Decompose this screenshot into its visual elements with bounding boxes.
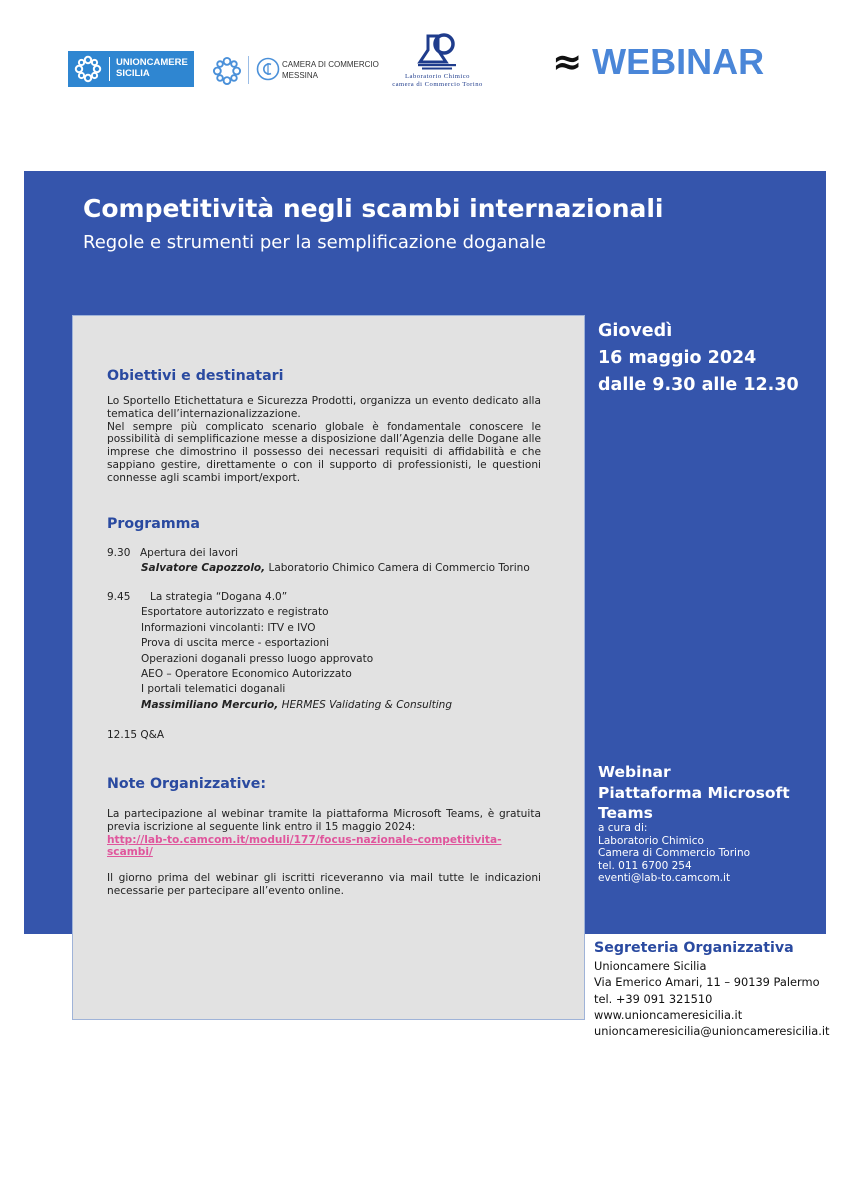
webinar-info-block [598, 762, 790, 885]
laboratory-emblem-icon [414, 32, 460, 70]
logo-divider [248, 56, 249, 84]
secretariat-block [594, 938, 829, 1039]
notes-paragraph-1: La partecipazione al webinar tramite la piattaforma Microsoft Teams, è gratuita previa iscrizione al seguente link entro il 15 maggio 2024: [107, 808, 541, 833]
event-day: Giovedì [598, 321, 673, 341]
objectives-text [107, 395, 541, 485]
programme-topic: Informazioni vincolanti: ITV e IVO [141, 621, 316, 634]
notes-text [107, 808, 541, 898]
messina-logo-text [282, 59, 379, 81]
logo-text-line: UNIONCAMERE [116, 57, 188, 68]
webinar-title: Webinar [598, 763, 671, 781]
unioncamere-sicilia-logo [68, 51, 194, 87]
logo-text-line: SICILIA [116, 68, 150, 79]
chamber-seal-icon [256, 57, 280, 81]
registration-link[interactable]: scambi/ [107, 846, 153, 859]
programme-topic: Esportatore autorizzato e registrato [141, 606, 329, 619]
objectives-paragraph-1: Lo Sportello Etichettatura e Sicurezza Prodotti, organizza un evento dedicato alla tematica dell’internazionalizzazione. [107, 395, 541, 420]
camera-commercio-messina-logo [212, 54, 382, 88]
programme-topic: I portali telematici doganali [141, 683, 286, 696]
programme-topic: Operazioni doganali presso luogo approvato [141, 652, 374, 665]
webinar-badge [552, 40, 764, 84]
programme-heading: Programma [107, 516, 201, 532]
logo-text-line: Laboratorio Chimico [405, 73, 470, 80]
event-date-block [598, 318, 799, 399]
notes-paragraph-2: Il giorno prima del webinar gli iscritti riceveranno via mail tutte le indicazioni necessarie per partecipare all’evento online. [107, 871, 541, 897]
webinar-label: WEBINAR [592, 41, 765, 82]
programme-item-2 [107, 590, 452, 713]
notes-heading: Note Organizzative: [107, 776, 266, 792]
programme-topic: AEO – Operatore Economico Autorizzato [141, 668, 352, 681]
secretariat-email[interactable]: unioncameresicilia@unioncameresicilia.it [594, 1024, 830, 1039]
objectives-heading: Obiettivi e destinatari [107, 368, 284, 384]
speaker-affiliation: HERMES Validating & Consulting [278, 698, 452, 711]
secretariat-line: tel. +39 091 321510 [594, 991, 713, 1006]
organizer-name: Laboratorio Chimico [598, 834, 704, 847]
lab-logo-text [370, 73, 505, 89]
objectives-paragraph-2: Nel sempre più complicato scenario globale è fondamentale conoscere le possibilità di semplificazione messe a disposizione dall’Agenzia delle Dogane alle imprese che dimostrino il possesso dei necessari requisiti di affidabilità e che sappiano gestire, direttamente o con il supporto di professionisti, le questioni connesse agli scambi import/export. [107, 420, 541, 484]
platform-name: Teams [598, 804, 653, 822]
organizer-email[interactable]: eventi@lab-to.camcom.it [598, 872, 731, 885]
programme-item-3: 12.15 Q&A [107, 729, 165, 741]
speaker-name: Salvatore Capozzolo, [141, 562, 266, 575]
organizer-label: a cura di: [598, 822, 648, 834]
secretariat-line: Via Emerico Amari, 11 – 90139 Palermo [594, 975, 820, 990]
programme-time: 9.45 [107, 591, 131, 603]
organizer-name: Camera di Commercio Torino [598, 847, 751, 860]
page-subtitle: Regole e strumenti per la semplificazione doganale [83, 232, 546, 253]
programme-title: La strategia “Dogana 4.0” [150, 591, 288, 603]
laboratorio-chimico-logo [370, 32, 505, 90]
platform-name: Piattaforma Microsoft [598, 784, 790, 802]
secretariat-line: Unioncamere Sicilia [594, 959, 707, 973]
page-title: Competitività negli scambi internazionali [83, 194, 664, 223]
event-date: 16 maggio 2024 [598, 348, 757, 368]
logo-text-line: camera di Commercio Torino [392, 81, 483, 88]
unioncamere-logo-text [116, 57, 188, 79]
event-time: dalle 9.30 alle 12.30 [598, 375, 799, 395]
flower-logo-icon [74, 55, 102, 83]
speaker-name: Massimiliano Mercurio, [141, 698, 279, 711]
programme-title: Apertura dei lavori [140, 547, 239, 559]
speaker-affiliation: Laboratorio Chimico Camera di Commercio Torino [265, 562, 530, 575]
flower-logo-icon [212, 56, 242, 86]
logo-text-line: MESSINA [282, 71, 319, 80]
programme-time: 9.30 [107, 547, 131, 559]
logo-text-line: CAMERA DI COMMERCIO [282, 60, 379, 69]
programme-topic: Prova di uscita merce - esportazioni [141, 637, 330, 650]
programme-item-1 [107, 546, 530, 577]
organizer-phone: tel. 011 6700 254 [598, 859, 692, 872]
logo-divider [109, 57, 110, 81]
secretariat-website[interactable]: www.unioncameresicilia.it [594, 1007, 743, 1022]
wave-icon: ≈ [552, 41, 583, 83]
registration-link[interactable]: http://lab-to.camcom.it/moduli/177/focus-nazionale-competitivita- [107, 833, 502, 846]
secretariat-heading: Segreteria Organizzativa [594, 940, 794, 956]
